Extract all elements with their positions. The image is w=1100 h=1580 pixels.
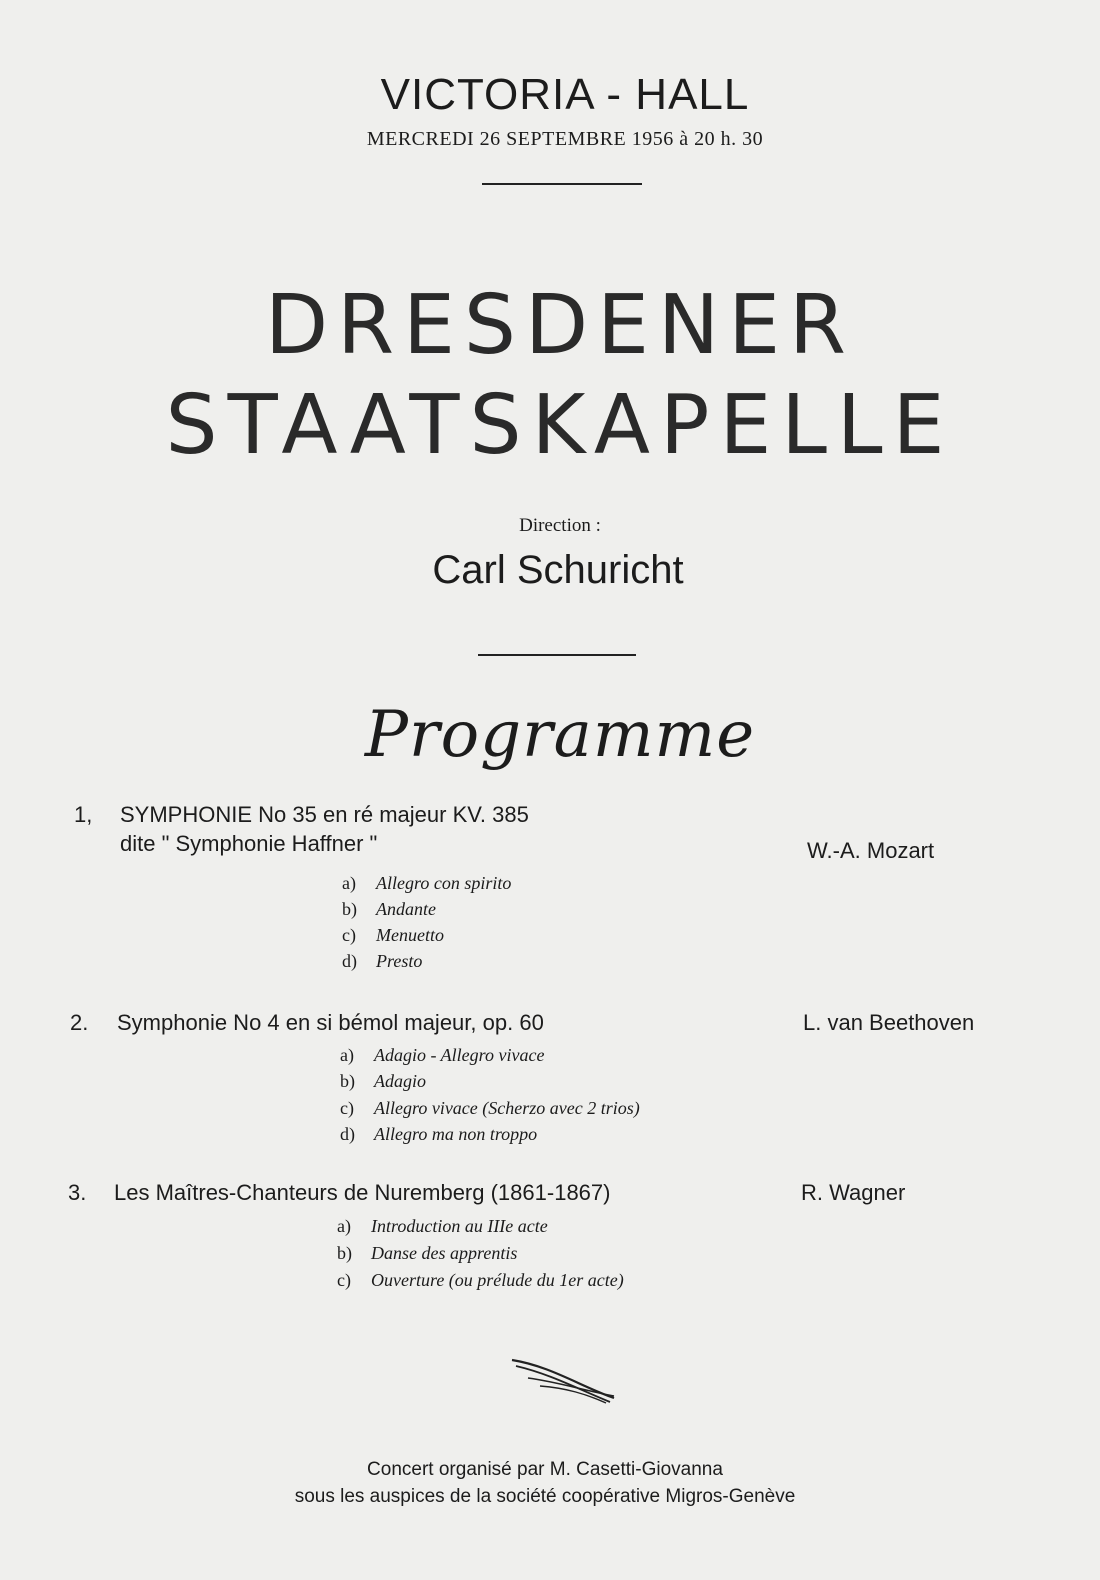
movement-item [337, 1270, 624, 1291]
movement-title: Adagio - Allegro vivace [374, 1045, 545, 1065]
movement-item [340, 1098, 640, 1119]
movement-item [342, 899, 436, 920]
movement-title: Allegro vivace (Scherzo avec 2 trios) [374, 1098, 640, 1118]
movement-letter: b) [342, 899, 357, 919]
movement-item [337, 1243, 517, 1264]
piece-number: 2. [70, 1010, 89, 1035]
movement-item [337, 1216, 548, 1237]
movement-title: Allegro con spirito [376, 873, 512, 893]
piece-title: SYMPHONIE No 35 en ré majeur KV. 385 [120, 802, 529, 827]
footer-sponsor: sous les auspices de la société coopérative Migros-Genève [294, 1486, 796, 1507]
movement-title: Andante [376, 899, 436, 919]
piece-composer: W.-A. Mozart [807, 838, 935, 863]
movement-letter: a) [340, 1045, 354, 1065]
divider-middle [478, 654, 636, 656]
movement-item [342, 873, 511, 894]
piece-subtitle: dite " Symphonie Haffner " [120, 831, 378, 856]
venue-name: VICTORIA - HALL [380, 70, 750, 119]
movement-title: Menuetto [376, 925, 444, 945]
movement-item [340, 1124, 537, 1145]
movement-title: Adagio [374, 1071, 426, 1091]
movement-title: Introduction au IIIe acte [371, 1216, 548, 1236]
divider-top [482, 183, 642, 185]
direction-label: Direction : [519, 515, 601, 536]
footer-organizer: Concert organisé par M. Casetti-Giovanna [367, 1459, 723, 1480]
movement-letter: d) [342, 951, 357, 971]
piece-composer: R. Wagner [801, 1180, 906, 1205]
movement-letter: a) [342, 873, 356, 893]
flourish-ornament [510, 1356, 620, 1406]
movement-letter: c) [340, 1098, 354, 1118]
movement-item [340, 1045, 544, 1066]
piece-title: Les Maîtres-Chanteurs de Nuremberg (1861-1867) [114, 1180, 611, 1205]
movement-letter: c) [337, 1270, 351, 1290]
conductor-name: Carl Schuricht [432, 548, 684, 592]
piece-number: 3. [68, 1180, 87, 1205]
movement-item [342, 951, 422, 972]
movement-letter: b) [340, 1071, 355, 1091]
movement-letter: c) [342, 925, 356, 945]
movement-title: Presto [376, 951, 423, 971]
movement-letter: d) [340, 1124, 355, 1144]
concert-date: MERCREDI 26 SEPTEMBRE 1956 à 20 h. 30 [366, 128, 764, 150]
movement-item [340, 1071, 426, 1092]
orchestra-name-line1: DRESDENER [264, 278, 856, 373]
piece-title: Symphonie No 4 en si bémol majeur, op. 60 [117, 1010, 544, 1035]
movement-letter: a) [337, 1216, 351, 1236]
orchestra-name-line2: STAATSKAPELLE [165, 378, 955, 473]
movement-title: Danse des apprentis [371, 1243, 518, 1263]
movement-title: Ouverture (ou prélude du 1er acte) [371, 1270, 624, 1290]
programme-heading: Programme [364, 698, 756, 772]
piece-composer: L. van Beethoven [803, 1010, 975, 1035]
piece-number: 1, [74, 802, 93, 827]
movement-item [342, 925, 444, 946]
movement-letter: b) [337, 1243, 352, 1263]
movement-title: Allegro ma non troppo [374, 1124, 538, 1144]
